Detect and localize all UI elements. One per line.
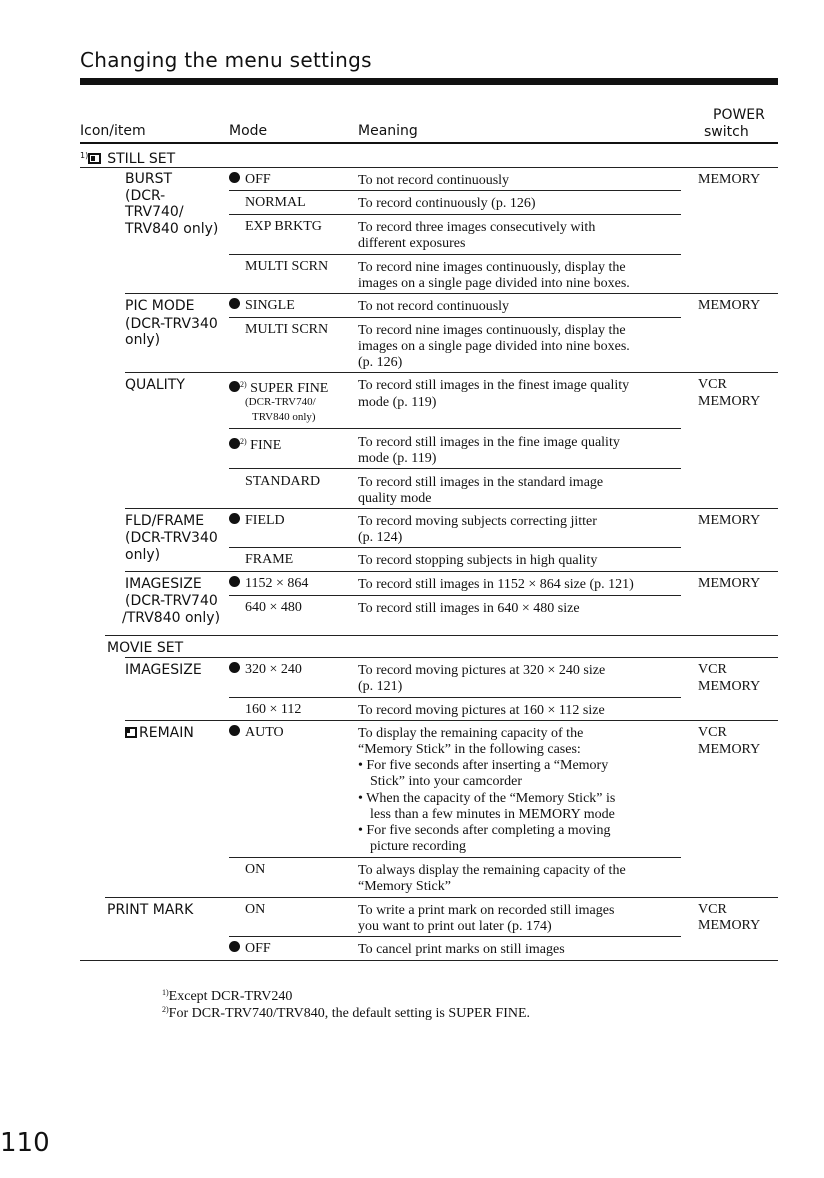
row-rule xyxy=(229,468,681,469)
still-imagesize-note: /TRV840 only) xyxy=(122,610,221,626)
still-imagesize-meaning: To record still images in 1152 × 864 size (p. 121) xyxy=(358,577,634,592)
fld-frame-power: MEMORY xyxy=(698,513,761,528)
memory-stick-icon xyxy=(125,727,137,738)
still-set-heading xyxy=(80,148,175,167)
row-rule xyxy=(229,428,681,429)
default-dot-icon xyxy=(229,298,240,309)
memory-stick-still-icon xyxy=(88,153,101,164)
remain-meaning: “Memory Stick” xyxy=(358,879,451,894)
pic-mode-meaning: To record nine images continuously, display the xyxy=(358,323,626,338)
burst-meaning: To record continuously (p. 126) xyxy=(358,196,536,211)
pic-mode-meaning: images on a single page divided into nine boxes. xyxy=(358,339,630,354)
fld-frame-meaning: To record moving subjects correcting jitter xyxy=(358,514,597,529)
quality-fine: $^{2)}$ FINE xyxy=(229,434,281,454)
pic-mode-note: only) xyxy=(125,332,161,348)
default-dot-icon xyxy=(229,725,240,736)
remain-item: REMAIN xyxy=(125,725,194,741)
burst-note: TRV740/ xyxy=(125,204,184,220)
quality-meaning: mode (p. 119) xyxy=(358,395,437,410)
remain-meaning: To display the remaining capacity of the xyxy=(358,726,584,741)
header-rule xyxy=(80,142,778,144)
remain-meaning: “Memory Stick” in the following cases: xyxy=(358,742,581,757)
pic-mode-meaning: To not record continuously xyxy=(358,299,510,314)
row-rule xyxy=(229,595,681,596)
print-mark-meaning: you want to print out later (p. 174) xyxy=(358,919,552,934)
burst-meaning: different exposures xyxy=(358,236,466,251)
default-dot-icon xyxy=(229,438,240,449)
movie-imagesize-320: 320 × 240 xyxy=(229,662,302,678)
quality-power: MEMORY xyxy=(698,394,761,409)
still-imagesize-640: 640 × 480 xyxy=(245,600,302,615)
page-title: Changing the menu settings xyxy=(80,48,372,72)
pic-mode-single: SINGLE xyxy=(229,298,295,314)
footnote-2: $^{2)}$For DCR-TRV740/TRV840, the default setting is SUPER FINE. xyxy=(162,1005,531,1021)
quality-meaning: mode (p. 119) xyxy=(358,451,437,466)
fld-frame-note: only) xyxy=(125,547,161,563)
quality-meaning: To record still images in the finest image quality xyxy=(358,378,630,393)
remain-meaning: To always display the remaining capacity of the xyxy=(358,863,626,878)
movie-imagesize-160: 160 × 112 xyxy=(245,702,302,717)
burst-meaning: To not record continuously xyxy=(358,173,510,188)
quality-power: VCR xyxy=(698,377,727,392)
quality-meaning: quality mode xyxy=(358,491,432,506)
quality-mode-note: TRV840 only) xyxy=(252,411,316,423)
fld-frame-frame: FRAME xyxy=(245,552,294,567)
movie-imagesize-meaning: To record moving pictures at 320 × 240 size xyxy=(358,663,606,678)
print-mark-meaning: To cancel print marks on still images xyxy=(358,942,565,957)
quality-item: QUALITY xyxy=(125,377,185,393)
default-dot-icon xyxy=(229,172,240,183)
pic-mode-item: PIC MODE xyxy=(125,298,195,314)
burst-mode-off: OFF xyxy=(229,172,271,188)
still-imagesize-meaning: To record still images in 640 × 480 size xyxy=(358,601,580,616)
remain-meaning: Stick” into your camcorder xyxy=(370,774,523,789)
pic-mode-note: (DCR-TRV340 xyxy=(125,316,218,332)
burst-note: (DCR- xyxy=(125,188,166,204)
default-dot-icon xyxy=(229,576,240,587)
fld-frame-meaning: To record stopping subjects in high quality xyxy=(358,553,598,568)
movie-set-heading: MOVIE SET xyxy=(107,640,184,656)
pic-mode-multi-scrn: MULTI SCRN xyxy=(245,322,329,337)
quality-meaning: To record still images in the fine image quality xyxy=(358,435,620,450)
default-dot-icon xyxy=(229,662,240,673)
row-rule xyxy=(125,571,778,572)
pic-mode-power: MEMORY xyxy=(698,298,761,313)
quality-super-fine: $^{2)}$ SUPER FINE xyxy=(229,377,328,397)
row-rule xyxy=(125,657,778,658)
row-rule xyxy=(125,372,778,373)
remain-on: ON xyxy=(245,862,266,877)
burst-meaning: To record nine images continuously, display the xyxy=(358,260,626,275)
burst-meaning: images on a single page divided into nine boxes. xyxy=(358,276,630,291)
quality-standard: STANDARD xyxy=(245,474,321,489)
movie-imagesize-item: IMAGESIZE xyxy=(125,662,202,678)
row-rule xyxy=(125,508,778,509)
burst-power: MEMORY xyxy=(698,172,761,187)
table-bottom-rule xyxy=(80,960,778,961)
header-mode: Mode xyxy=(229,123,268,139)
movie-imagesize-meaning: (p. 121) xyxy=(358,679,403,694)
still-imagesize-1152: 1152 × 864 xyxy=(229,576,308,592)
burst-mode-multi-scrn: MULTI SCRN xyxy=(245,259,329,274)
row-rule xyxy=(229,697,681,698)
remain-meaning: less than a few minutes in MEMORY mode xyxy=(370,807,615,822)
burst-item: BURST xyxy=(125,171,173,187)
row-rule xyxy=(105,897,778,898)
header-power-1: POWER xyxy=(713,107,765,123)
quality-meaning: To record still images in the standard image xyxy=(358,475,604,490)
row-rule xyxy=(229,857,681,858)
fld-frame-note: (DCR-TRV340 xyxy=(125,530,218,546)
row-rule xyxy=(80,167,778,168)
still-imagesize-power: MEMORY xyxy=(698,576,761,591)
still-imagesize-item: IMAGESIZE xyxy=(125,576,202,592)
movie-imagesize-power: MEMORY xyxy=(698,679,761,694)
print-mark-power: VCR xyxy=(698,902,727,917)
row-rule xyxy=(229,254,681,255)
remain-meaning: • When the capacity of the “Memory Stick” is xyxy=(358,791,616,806)
quality-mode-note: (DCR-TRV740/ xyxy=(245,396,316,408)
row-rule xyxy=(105,635,778,636)
still-set-footnote-mark: 1) xyxy=(80,151,89,160)
burst-mode-normal: NORMAL xyxy=(245,195,306,210)
header-meaning: Meaning xyxy=(358,123,418,139)
row-rule xyxy=(229,214,681,215)
fld-frame-meaning: (p. 124) xyxy=(358,530,403,545)
burst-mode-exp-brktg: EXP BRKTG xyxy=(245,219,322,234)
remain-power: VCR xyxy=(698,725,727,740)
print-mark-item: PRINT MARK xyxy=(107,902,194,918)
row-rule xyxy=(229,547,681,548)
remain-meaning: • For five seconds after completing a moving xyxy=(358,823,611,838)
pic-mode-meaning: (p. 126) xyxy=(358,355,403,370)
page-number: 110 xyxy=(0,1128,50,1158)
fld-frame-field: FIELD xyxy=(229,513,285,529)
default-dot-icon xyxy=(229,381,240,392)
row-rule xyxy=(229,317,681,318)
print-mark-on: ON xyxy=(245,902,266,917)
row-rule xyxy=(125,293,778,294)
default-dot-icon xyxy=(229,941,240,952)
footnote-1: $^{1)}$Except DCR-TRV240 xyxy=(162,988,293,1004)
remain-meaning: • For five seconds after inserting a “Memory xyxy=(358,758,609,773)
print-mark-off: OFF xyxy=(229,941,271,957)
burst-note: TRV840 only) xyxy=(125,221,219,237)
title-rule xyxy=(80,78,778,85)
still-imagesize-note: (DCR-TRV740 xyxy=(125,593,218,609)
print-mark-power: MEMORY xyxy=(698,918,761,933)
header-power-2: switch xyxy=(704,124,749,140)
row-rule xyxy=(229,190,681,191)
movie-imagesize-power: VCR xyxy=(698,662,727,677)
fld-frame-item: FLD/FRAME xyxy=(125,513,205,529)
burst-meaning: To record three images consecutively with xyxy=(358,220,596,235)
remain-auto: AUTO xyxy=(229,725,284,741)
header-icon-item: Icon/item xyxy=(80,123,146,139)
remain-meaning: picture recording xyxy=(370,839,467,854)
print-mark-meaning: To write a print mark on recorded still images xyxy=(358,903,615,918)
row-rule xyxy=(125,720,778,721)
row-rule xyxy=(229,936,681,937)
movie-imagesize-meaning: To record moving pictures at 160 × 112 size xyxy=(358,703,605,718)
still-set-label: STILL SET xyxy=(107,151,176,167)
remain-power: MEMORY xyxy=(698,742,761,757)
default-dot-icon xyxy=(229,513,240,524)
